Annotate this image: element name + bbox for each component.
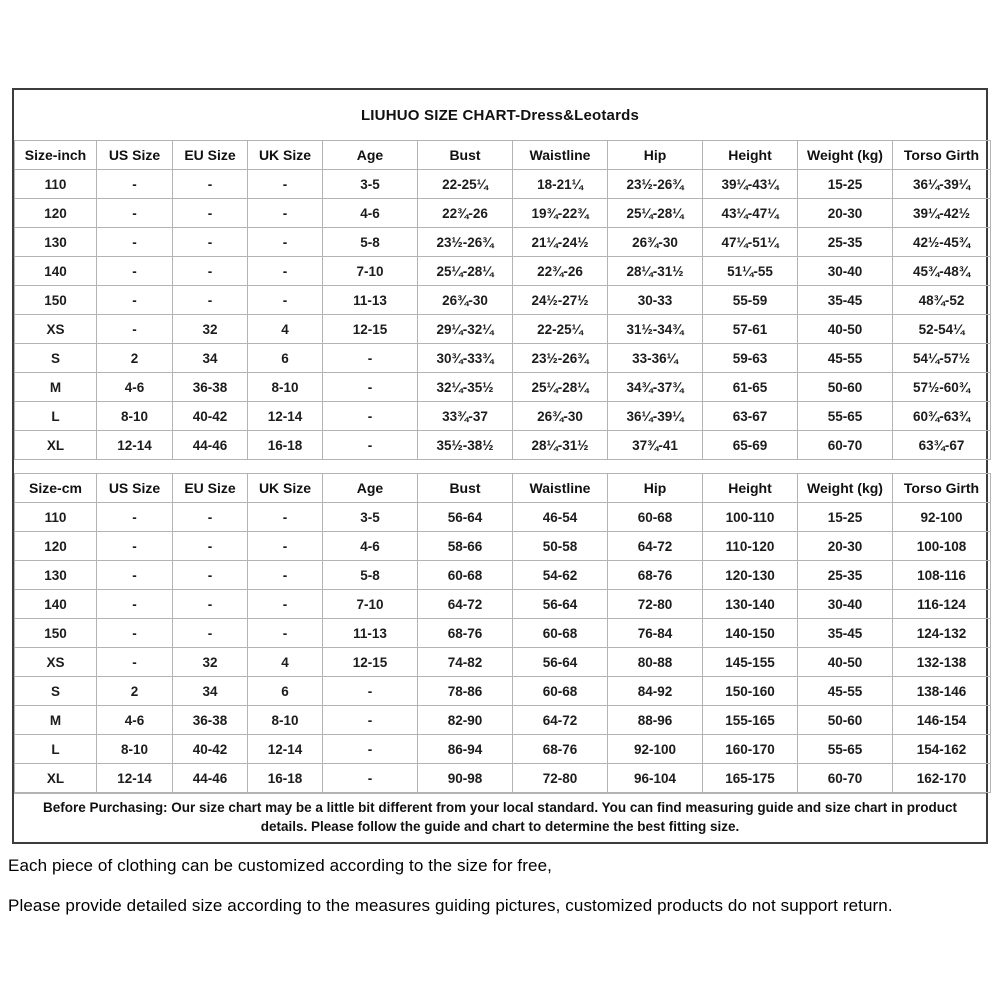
- value-cell: 42½-45¾: [893, 228, 991, 257]
- column-header: Bust: [418, 141, 513, 170]
- value-cell: 5-8: [323, 561, 418, 590]
- table-row: [15, 503, 991, 532]
- column-header: EU Size: [173, 474, 248, 503]
- table-row: [15, 648, 991, 677]
- purchase-note: Before Purchasing: Our size chart may be a little bit different from your local standard. You can find measuring guide and size chart in product details. Please follow the guide and chart to determine the best fitting size.: [14, 793, 986, 842]
- value-cell: 35-45: [798, 619, 893, 648]
- value-cell: 34: [173, 344, 248, 373]
- table-row: [15, 735, 991, 764]
- column-header: UK Size: [248, 141, 323, 170]
- value-cell: -: [248, 257, 323, 286]
- table-row: [15, 199, 991, 228]
- value-cell: 72-80: [608, 590, 703, 619]
- value-cell: 16-18: [248, 764, 323, 793]
- value-cell: 4: [248, 315, 323, 344]
- value-cell: 54¼-57½: [893, 344, 991, 373]
- value-cell: 7-10: [323, 590, 418, 619]
- value-cell: 116-124: [893, 590, 991, 619]
- value-cell: 61-65: [703, 373, 798, 402]
- value-cell: 30-40: [798, 590, 893, 619]
- value-cell: 7-10: [323, 257, 418, 286]
- value-cell: 50-58: [513, 532, 608, 561]
- size-label-cell: 110: [15, 170, 97, 199]
- value-cell: 138-146: [893, 677, 991, 706]
- column-header: Hip: [608, 141, 703, 170]
- value-cell: 47¼-51¼: [703, 228, 798, 257]
- value-cell: 60-68: [513, 677, 608, 706]
- value-cell: 12-15: [323, 315, 418, 344]
- value-cell: 59-63: [703, 344, 798, 373]
- value-cell: 40-50: [798, 648, 893, 677]
- value-cell: 44-46: [173, 764, 248, 793]
- value-cell: 100-108: [893, 532, 991, 561]
- value-cell: 155-165: [703, 706, 798, 735]
- column-header: Age: [323, 141, 418, 170]
- column-header: UK Size: [248, 474, 323, 503]
- size-label-cell: 130: [15, 228, 97, 257]
- value-cell: 76-84: [608, 619, 703, 648]
- value-cell: -: [323, 764, 418, 793]
- value-cell: 4-6: [323, 532, 418, 561]
- size-label-cell: 150: [15, 619, 97, 648]
- value-cell: 39¼-43¼: [703, 170, 798, 199]
- value-cell: 35½-38½: [418, 431, 513, 460]
- value-cell: 52-54¼: [893, 315, 991, 344]
- value-cell: -: [97, 315, 173, 344]
- value-cell: -: [97, 228, 173, 257]
- value-cell: 20-30: [798, 199, 893, 228]
- value-cell: -: [97, 199, 173, 228]
- column-header: Torso Girth: [893, 474, 991, 503]
- value-cell: -: [173, 619, 248, 648]
- value-cell: 44-46: [173, 431, 248, 460]
- value-cell: -: [97, 286, 173, 315]
- column-header: Height: [703, 141, 798, 170]
- value-cell: -: [323, 677, 418, 706]
- value-cell: -: [323, 402, 418, 431]
- table-row: [15, 402, 991, 431]
- table-row: [15, 286, 991, 315]
- table-row: [15, 431, 991, 460]
- value-cell: 26¾-30: [418, 286, 513, 315]
- column-header: Hip: [608, 474, 703, 503]
- value-cell: -: [97, 561, 173, 590]
- value-cell: -: [323, 735, 418, 764]
- value-cell: 12-14: [248, 735, 323, 764]
- value-cell: 26¾-30: [513, 402, 608, 431]
- column-header: US Size: [97, 141, 173, 170]
- table-row: [15, 228, 991, 257]
- column-header: Size-inch: [15, 141, 97, 170]
- value-cell: -: [97, 503, 173, 532]
- value-cell: 34: [173, 677, 248, 706]
- column-header: Bust: [418, 474, 513, 503]
- value-cell: 43¼-47¼: [703, 199, 798, 228]
- value-cell: 124-132: [893, 619, 991, 648]
- value-cell: 25¼-28¼: [418, 257, 513, 286]
- value-cell: 8-10: [97, 402, 173, 431]
- value-cell: -: [97, 590, 173, 619]
- footer-text: [8, 856, 992, 936]
- value-cell: 28¼-31½: [513, 431, 608, 460]
- value-cell: -: [248, 228, 323, 257]
- value-cell: 2: [97, 677, 173, 706]
- value-cell: 4: [248, 648, 323, 677]
- table-row: [15, 619, 991, 648]
- value-cell: -: [248, 286, 323, 315]
- value-cell: 60-68: [608, 503, 703, 532]
- value-cell: 64-72: [418, 590, 513, 619]
- value-cell: 8-10: [248, 706, 323, 735]
- size-label-cell: L: [15, 402, 97, 431]
- value-cell: 22-25¼: [513, 315, 608, 344]
- value-cell: 51¼-55: [703, 257, 798, 286]
- value-cell: -: [173, 561, 248, 590]
- header-row-inch: [15, 141, 991, 170]
- value-cell: 25¼-28¼: [608, 199, 703, 228]
- value-cell: 29¼-32¼: [418, 315, 513, 344]
- value-cell: 28¼-31½: [608, 257, 703, 286]
- value-cell: 60-70: [798, 431, 893, 460]
- value-cell: 100-110: [703, 503, 798, 532]
- value-cell: 23½-26¾: [418, 228, 513, 257]
- value-cell: 12-15: [323, 648, 418, 677]
- value-cell: 36¼-39¼: [893, 170, 991, 199]
- column-header: Height: [703, 474, 798, 503]
- value-cell: 36-38: [173, 373, 248, 402]
- value-cell: 56-64: [513, 590, 608, 619]
- value-cell: -: [97, 532, 173, 561]
- value-cell: 24½-27½: [513, 286, 608, 315]
- table-row: [15, 315, 991, 344]
- value-cell: 65-69: [703, 431, 798, 460]
- value-cell: 11-13: [323, 286, 418, 315]
- value-cell: 140-150: [703, 619, 798, 648]
- value-cell: 15-25: [798, 503, 893, 532]
- column-header: Waistline: [513, 474, 608, 503]
- size-label-cell: 140: [15, 590, 97, 619]
- size-label-cell: 120: [15, 199, 97, 228]
- table-row: [15, 373, 991, 402]
- value-cell: 145-155: [703, 648, 798, 677]
- value-cell: 4-6: [97, 706, 173, 735]
- column-header: Torso Girth: [893, 141, 991, 170]
- value-cell: 160-170: [703, 735, 798, 764]
- size-label-cell: 120: [15, 532, 97, 561]
- value-cell: 90-98: [418, 764, 513, 793]
- value-cell: -: [248, 170, 323, 199]
- value-cell: 3-5: [323, 503, 418, 532]
- value-cell: 31½-34¾: [608, 315, 703, 344]
- value-cell: -: [97, 257, 173, 286]
- value-cell: -: [173, 286, 248, 315]
- table-row: [15, 170, 991, 199]
- value-cell: 162-170: [893, 764, 991, 793]
- value-cell: 82-90: [418, 706, 513, 735]
- table-row: [15, 344, 991, 373]
- size-label-cell: L: [15, 735, 97, 764]
- column-header: Weight (kg): [798, 474, 893, 503]
- value-cell: 22¾-26: [513, 257, 608, 286]
- size-label-cell: M: [15, 706, 97, 735]
- value-cell: 22¾-26: [418, 199, 513, 228]
- value-cell: 19¾-22¾: [513, 199, 608, 228]
- value-cell: -: [173, 590, 248, 619]
- value-cell: 33-36¼: [608, 344, 703, 373]
- value-cell: 15-25: [798, 170, 893, 199]
- footer-line-1: Each piece of clothing can be customized according to the size for free,: [8, 856, 552, 875]
- value-cell: 37¾-41: [608, 431, 703, 460]
- value-cell: 40-50: [798, 315, 893, 344]
- value-cell: 120-130: [703, 561, 798, 590]
- column-header: US Size: [97, 474, 173, 503]
- value-cell: -: [248, 561, 323, 590]
- value-cell: 57-61: [703, 315, 798, 344]
- size-label-cell: 140: [15, 257, 97, 286]
- value-cell: 35-45: [798, 286, 893, 315]
- value-cell: 8-10: [97, 735, 173, 764]
- value-cell: 55-65: [798, 402, 893, 431]
- value-cell: 12-14: [97, 764, 173, 793]
- value-cell: -: [173, 257, 248, 286]
- value-cell: 18-21¼: [513, 170, 608, 199]
- value-cell: 154-162: [893, 735, 991, 764]
- value-cell: 60-70: [798, 764, 893, 793]
- value-cell: 92-100: [893, 503, 991, 532]
- table-row: [15, 764, 991, 793]
- value-cell: 40-42: [173, 402, 248, 431]
- size-chart-box: [12, 88, 988, 844]
- table-row: [15, 590, 991, 619]
- value-cell: 55-65: [798, 735, 893, 764]
- value-cell: 84-92: [608, 677, 703, 706]
- value-cell: 63-67: [703, 402, 798, 431]
- table-row: [15, 677, 991, 706]
- value-cell: 78-86: [418, 677, 513, 706]
- value-cell: 150-160: [703, 677, 798, 706]
- value-cell: 60-68: [513, 619, 608, 648]
- value-cell: 33¾-37: [418, 402, 513, 431]
- value-cell: -: [97, 170, 173, 199]
- value-cell: 58-66: [418, 532, 513, 561]
- column-header: Weight (kg): [798, 141, 893, 170]
- value-cell: 30¾-33¾: [418, 344, 513, 373]
- size-label-cell: 110: [15, 503, 97, 532]
- value-cell: 23½-26¾: [608, 170, 703, 199]
- value-cell: 36-38: [173, 706, 248, 735]
- value-cell: 80-88: [608, 648, 703, 677]
- chart-title: LIUHUO SIZE CHART-Dress&Leotards: [360, 106, 640, 124]
- value-cell: 30-40: [798, 257, 893, 286]
- size-label-cell: XL: [15, 764, 97, 793]
- value-cell: -: [248, 619, 323, 648]
- size-label-cell: 130: [15, 561, 97, 590]
- value-cell: 4-6: [97, 373, 173, 402]
- table-row: [15, 257, 991, 286]
- column-header: Age: [323, 474, 418, 503]
- value-cell: 92-100: [608, 735, 703, 764]
- header-row-cm: [15, 474, 991, 503]
- value-cell: 146-154: [893, 706, 991, 735]
- value-cell: -: [323, 344, 418, 373]
- size-label-cell: S: [15, 677, 97, 706]
- value-cell: -: [173, 503, 248, 532]
- value-cell: 60¾-63¾: [893, 402, 991, 431]
- value-cell: 5-8: [323, 228, 418, 257]
- value-cell: 25-35: [798, 228, 893, 257]
- value-cell: 64-72: [513, 706, 608, 735]
- size-label-cell: S: [15, 344, 97, 373]
- value-cell: 34¾-37¾: [608, 373, 703, 402]
- size-label-cell: XS: [15, 648, 97, 677]
- table-row: [15, 706, 991, 735]
- value-cell: -: [248, 590, 323, 619]
- table-gap: [14, 460, 986, 473]
- value-cell: 32: [173, 648, 248, 677]
- value-cell: 11-13: [323, 619, 418, 648]
- value-cell: 26¾-30: [608, 228, 703, 257]
- value-cell: 132-138: [893, 648, 991, 677]
- value-cell: -: [173, 199, 248, 228]
- value-cell: 165-175: [703, 764, 798, 793]
- value-cell: -: [97, 619, 173, 648]
- size-label-cell: XS: [15, 315, 97, 344]
- value-cell: 86-94: [418, 735, 513, 764]
- value-cell: 56-64: [418, 503, 513, 532]
- size-table-inch: [14, 140, 991, 460]
- value-cell: 12-14: [97, 431, 173, 460]
- value-cell: -: [248, 503, 323, 532]
- value-cell: 68-76: [513, 735, 608, 764]
- value-cell: 23½-26¾: [513, 344, 608, 373]
- value-cell: 48¾-52: [893, 286, 991, 315]
- value-cell: 56-64: [513, 648, 608, 677]
- value-cell: 4-6: [323, 199, 418, 228]
- value-cell: 68-76: [608, 561, 703, 590]
- value-cell: 8-10: [248, 373, 323, 402]
- table-row: [15, 532, 991, 561]
- value-cell: 88-96: [608, 706, 703, 735]
- value-cell: -: [248, 532, 323, 561]
- table-row: [15, 561, 991, 590]
- value-cell: 2: [97, 344, 173, 373]
- value-cell: 40-42: [173, 735, 248, 764]
- value-cell: 25-35: [798, 561, 893, 590]
- value-cell: 68-76: [418, 619, 513, 648]
- value-cell: -: [323, 431, 418, 460]
- value-cell: -: [323, 706, 418, 735]
- value-cell: 21¼-24½: [513, 228, 608, 257]
- value-cell: -: [248, 199, 323, 228]
- size-label-cell: XL: [15, 431, 97, 460]
- value-cell: 32¼-35½: [418, 373, 513, 402]
- value-cell: -: [173, 532, 248, 561]
- value-cell: 50-60: [798, 373, 893, 402]
- value-cell: 6: [248, 344, 323, 373]
- size-label-cell: 150: [15, 286, 97, 315]
- value-cell: 20-30: [798, 532, 893, 561]
- value-cell: 39¼-42½: [893, 199, 991, 228]
- value-cell: -: [173, 228, 248, 257]
- value-cell: 60-68: [418, 561, 513, 590]
- value-cell: 45-55: [798, 344, 893, 373]
- value-cell: 46-54: [513, 503, 608, 532]
- value-cell: -: [173, 170, 248, 199]
- value-cell: 55-59: [703, 286, 798, 315]
- value-cell: 108-116: [893, 561, 991, 590]
- value-cell: 30-33: [608, 286, 703, 315]
- value-cell: 54-62: [513, 561, 608, 590]
- value-cell: 3-5: [323, 170, 418, 199]
- value-cell: 45-55: [798, 677, 893, 706]
- value-cell: 6: [248, 677, 323, 706]
- value-cell: 32: [173, 315, 248, 344]
- value-cell: 96-104: [608, 764, 703, 793]
- value-cell: -: [323, 373, 418, 402]
- value-cell: 57½-60¾: [893, 373, 991, 402]
- value-cell: 16-18: [248, 431, 323, 460]
- value-cell: 25¼-28¼: [513, 373, 608, 402]
- size-table-cm: [14, 473, 991, 793]
- value-cell: 12-14: [248, 402, 323, 431]
- value-cell: 22-25¼: [418, 170, 513, 199]
- value-cell: 50-60: [798, 706, 893, 735]
- value-cell: 72-80: [513, 764, 608, 793]
- value-cell: 110-120: [703, 532, 798, 561]
- column-header: EU Size: [173, 141, 248, 170]
- column-header: Size-cm: [15, 474, 97, 503]
- value-cell: 64-72: [608, 532, 703, 561]
- value-cell: 74-82: [418, 648, 513, 677]
- value-cell: 63¾-67: [893, 431, 991, 460]
- size-label-cell: M: [15, 373, 97, 402]
- value-cell: 130-140: [703, 590, 798, 619]
- column-header: Waistline: [513, 141, 608, 170]
- value-cell: 45¾-48¾: [893, 257, 991, 286]
- value-cell: -: [97, 648, 173, 677]
- footer-line-2: Please provide detailed size according to the measures guiding pictures, customized products do not support return.: [8, 896, 893, 915]
- value-cell: 36¼-39¼: [608, 402, 703, 431]
